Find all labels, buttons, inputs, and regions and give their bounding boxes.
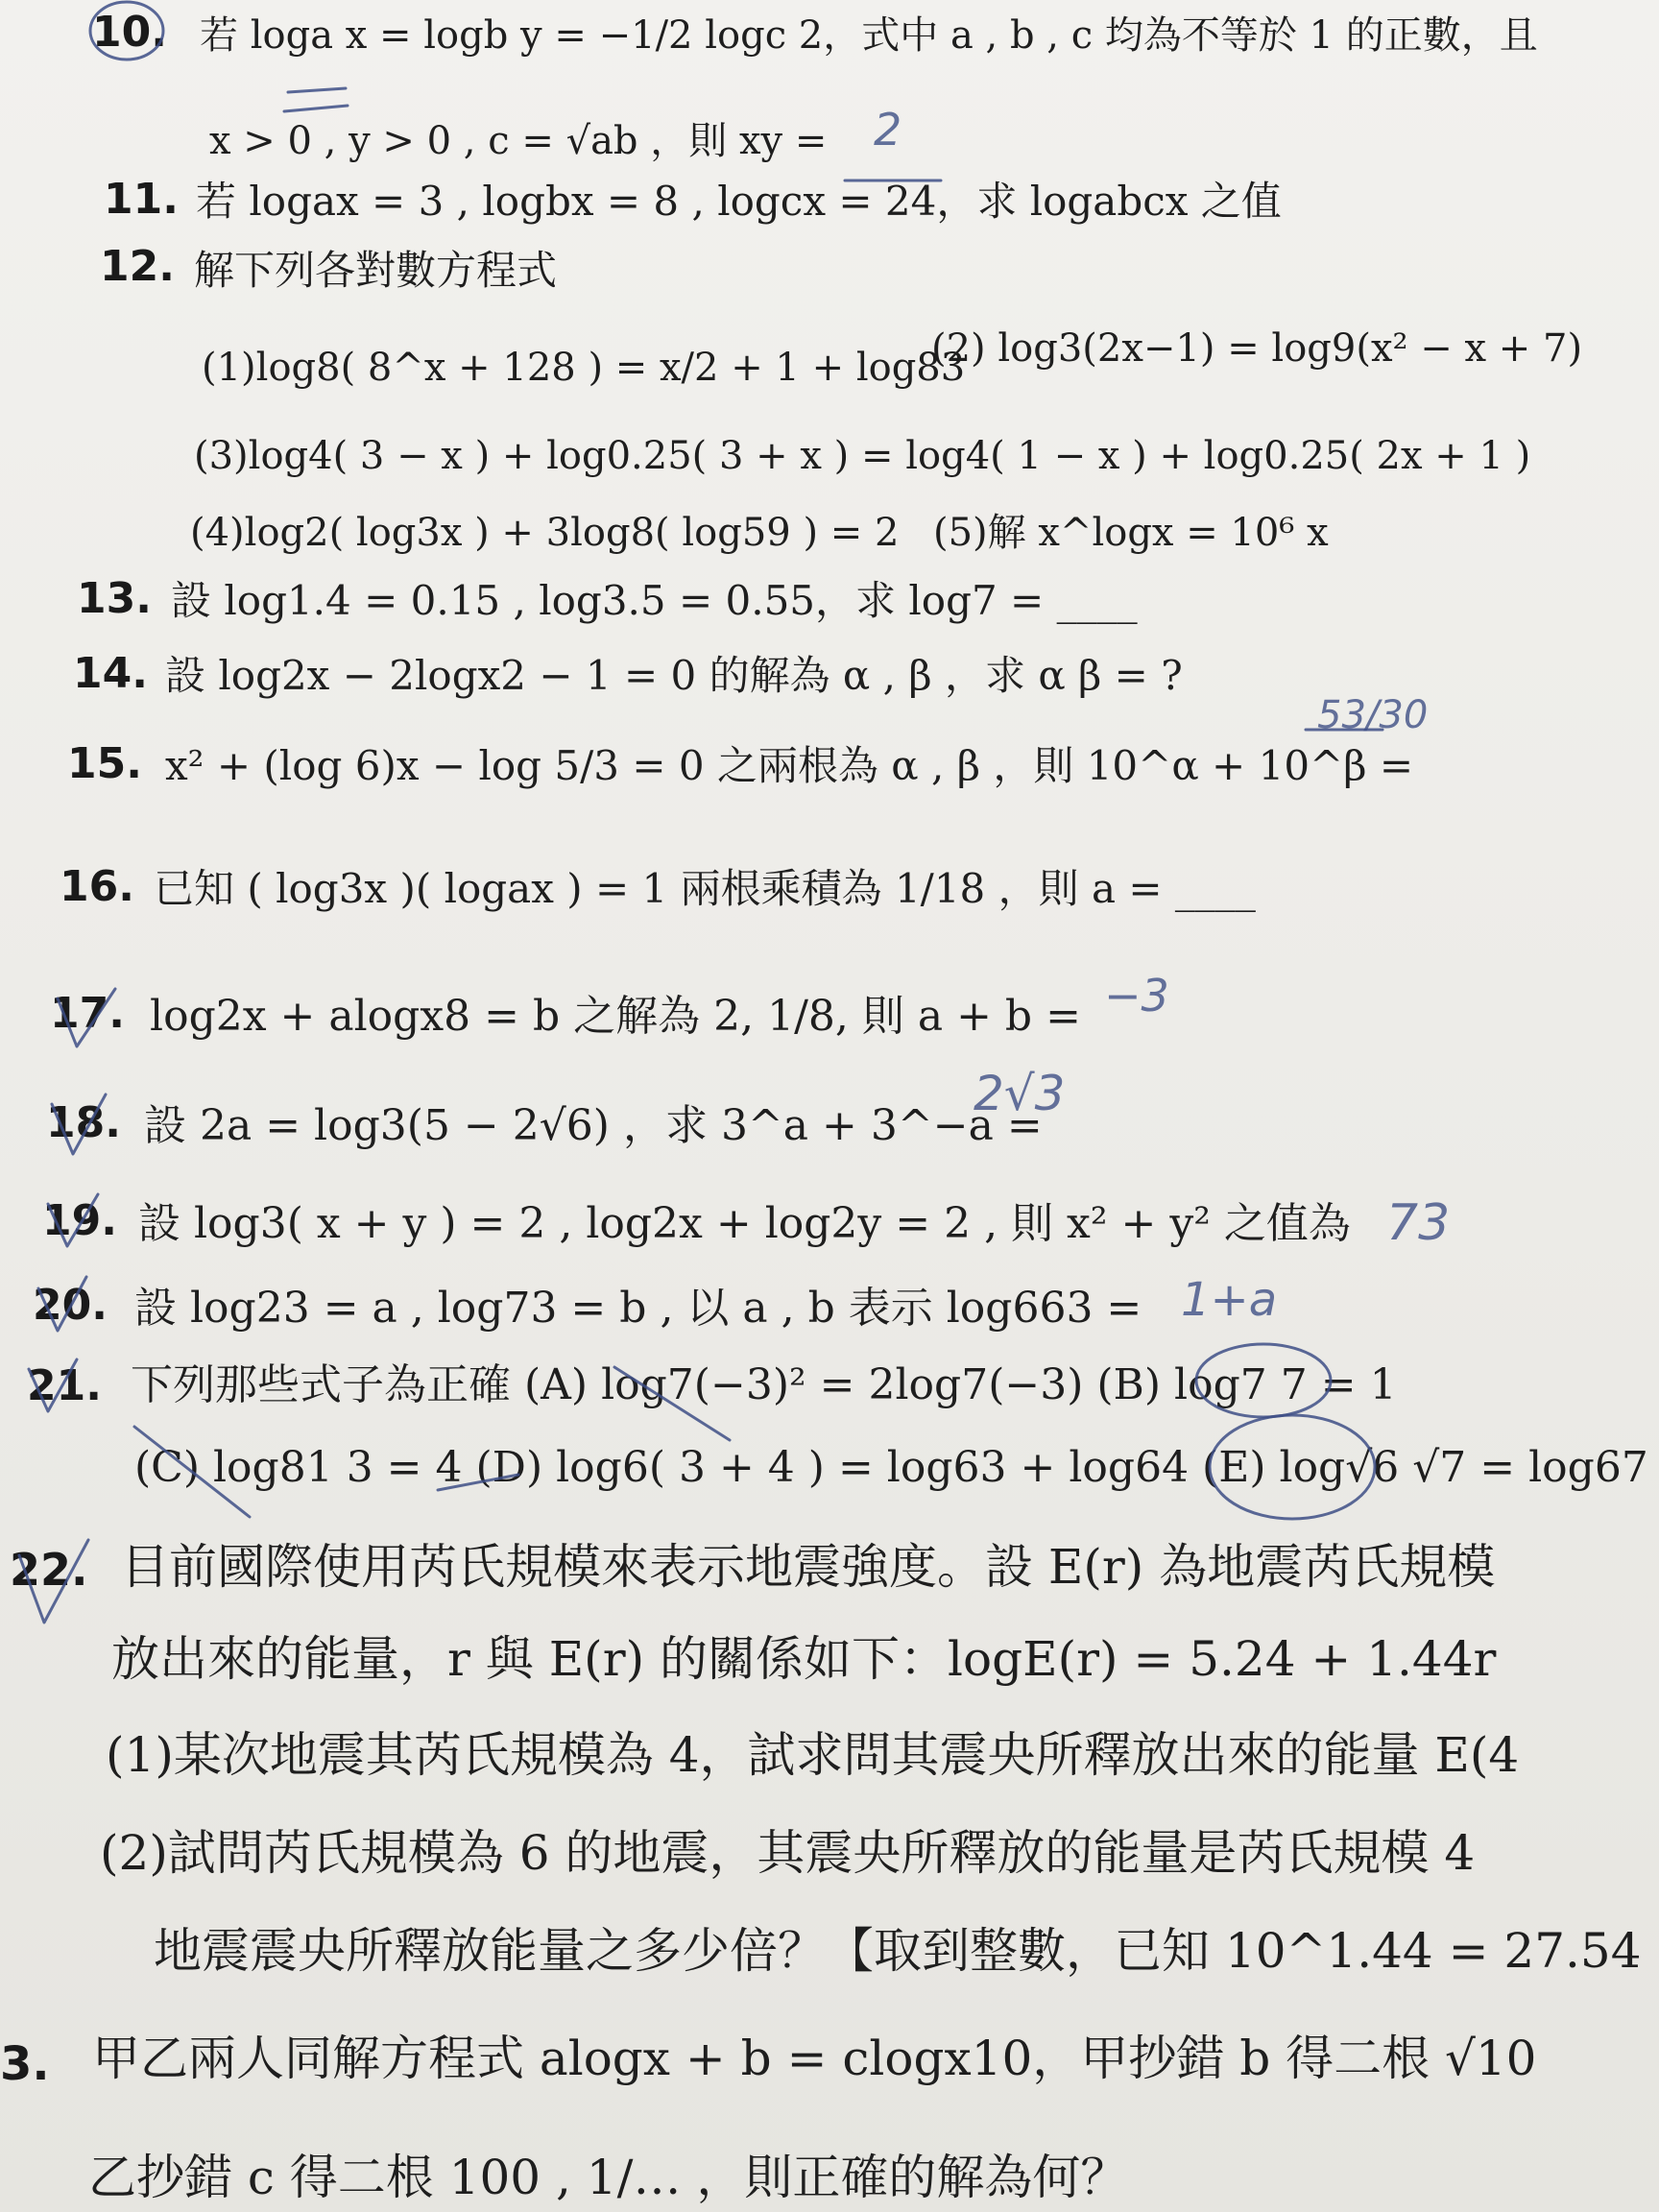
handwritten-answer: −3 [1104,970,1169,1022]
circle-mark [1196,1344,1331,1417]
strike-mark [614,1367,730,1440]
question-text: 設 log23 = a , log73 = b , 以 a , b 表示 log663 = [134,1284,1142,1333]
sub-question-2: (2) log3(2x−1) = log9(x² − x + 7) [931,326,1583,371]
question-text: x² + (log 6)x − log 5/3 = 0 之兩根為 α , β ，則 10^α + 10^β = [165,742,1414,789]
question-number: 10. [92,8,167,57]
question-number: 16. [60,862,134,911]
sub-question-4: (4)log2( log3x ) + 3log8( log59 ) = 2 [190,511,900,555]
scribble-mark [284,88,348,111]
question-text: 設 log1.4 = 0.15 , log3.5 = 0.55，求 log7 = ____ [171,577,1138,624]
question-number: 11. [104,175,179,224]
question-number: 18. [46,1098,121,1147]
question-number: 15. [67,739,142,788]
question-text: 甲乙兩人同解方程式 alogx + b = clogx10，甲抄錯 b 得二根 √10 [92,2031,1537,2086]
question-text: 目前國際使用芮氏規模來表示地震強度。設 E(r) 為地震芮氏規模 [121,1539,1496,1595]
sub-question-2: (2)試問芮氏規模為 6 的地震，其震央所釋放的能量是芮氏規模 4 [100,1825,1476,1881]
check-mark [52,1094,106,1154]
handwritten-answer: 73 [1386,1194,1451,1252]
question-text-line2: x > 0 , y > 0 , c = √ab ，則 xy = [209,119,828,163]
handwritten-answer: 1+a [1181,1273,1278,1327]
question-text: 已知 ( log3x )( logax ) = 1 兩根乘積為 1/18 ，則 a = ____ [154,865,1256,912]
question-text-line2: 放出來的能量，r 與 E(r) 的關係如下：logE(r) = 5.24 + 1.44r [111,1631,1497,1687]
question-number: 12. [100,242,175,291]
question-number: 21. [27,1361,102,1410]
check-mark [38,1277,86,1331]
question-text-line2: 乙抄錯 c 得二根 100 , 1/… ，則正確的解為何？ [88,2150,1129,2205]
question-number: 13. [77,574,152,623]
sub-question-3: (3)log4( 3 − x ) + log0.25( 3 + x ) = log4( 1 − x ) + log0.25( 2x + 1 ) [194,434,1531,478]
sub-question-2-line2: 地震震央所釋放能量之多少倍？【取到整數，已知 10^1.44 = 27.54 [154,1923,1642,1979]
sub-question-1: (1)log8( 8^x + 128 ) = x/2 + 1 + log83 [202,346,966,390]
sub-question-1: (1)某次地震其芮氏規模為 4，試求問其震央所釋放出來的能量 E(4 [106,1727,1520,1783]
check-mark [48,1194,98,1246]
question-text: 若 logax = 3 , logbx = 8 , logcx = 24，求 logabcx 之值 [196,178,1282,225]
question-number: 14. [73,649,148,698]
handwritten-answer: 2√3 [974,1066,1066,1121]
question-text: log2x + alogx8 = b 之解為 2, 1/8, 則 a + b = [150,992,1081,1041]
sub-question-5: (5)解 x^logx = 10⁶ x [933,511,1329,555]
question-number: 20. [33,1281,108,1330]
question-number: 22. [10,1544,88,1596]
handwritten-answer: 2 [874,104,902,156]
check-mark [19,1540,88,1623]
question-text: 若 loga x = logb y = −1/2 logc 2，式中 a , b , c 均為不等於 1 的正數，且 [200,13,1538,58]
check-mark [58,989,115,1046]
dash-mark [438,1475,518,1490]
handwritten-answer: 53/30 [1317,693,1429,737]
circle-mark [90,2,163,60]
circle-mark [1210,1415,1375,1519]
strike-mark [134,1427,250,1517]
question-text: 設 log3( x + y ) = 2 , log2x + log2y = 2 , 則 x² + y² 之值為 [138,1199,1351,1248]
question-text: 設 2a = log3(5 − 2√6) ，求 3^a + 3^−a = [144,1101,1043,1150]
question-number: 19. [42,1196,117,1245]
question-text: 解下列各對數方程式 [194,247,558,294]
check-mark [29,1359,77,1411]
question-text: 下列那些式子為正確 (A) log7(−3)² = 2log7(−3) (B) log7 7 = 1 [131,1360,1397,1409]
question-number: 17. [50,989,125,1038]
question-number: 3. [0,2037,50,2091]
question-options: (C) log81 3 = 4 (D) log6( 3 + 4 ) = log63 + log64 (E) log√6 √7 = log67 [134,1443,1648,1492]
question-text: 設 log2x − 2logx2 − 1 = 0 的解為 α , β ，求 α β = ? [165,652,1183,699]
